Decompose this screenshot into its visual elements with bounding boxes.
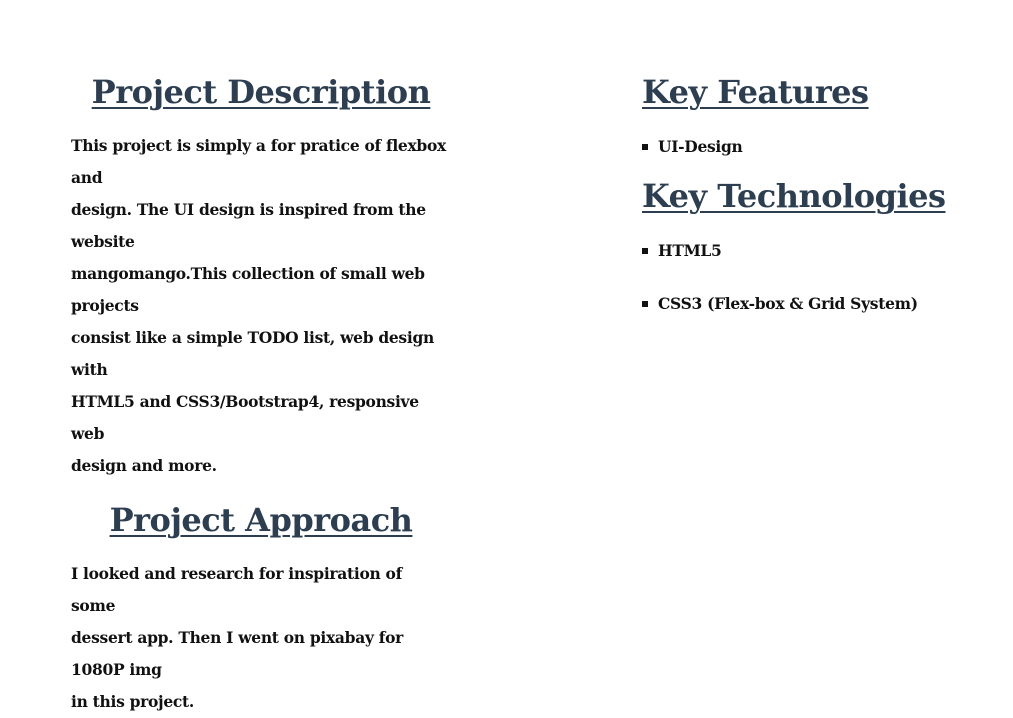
- approach-line: I looked and research for inspiration of some: [71, 564, 402, 615]
- key-technologies-list: [642, 240, 1002, 315]
- square-bullet-icon: [642, 248, 648, 254]
- left-column: [71, 70, 451, 718]
- key-features-heading: Key Features: [642, 73, 869, 111]
- description-line: design. The UI design is inspired from the website: [71, 200, 426, 251]
- project-description-text: [71, 130, 451, 482]
- description-line: HTML5 and CSS3/Bootstrap4, responsive web: [71, 392, 419, 443]
- technology-label: HTML5: [658, 241, 722, 260]
- list-item: [642, 240, 1002, 262]
- list-item: [642, 136, 1002, 158]
- key-technologies-heading: Key Technologies: [642, 177, 946, 215]
- description-line: design and more.: [71, 456, 217, 475]
- approach-line: dessert app. Then I went on pixabay for 1080P img: [71, 628, 404, 679]
- square-bullet-icon: [642, 301, 648, 307]
- approach-line: in this project.: [71, 692, 194, 711]
- right-column: [642, 70, 1002, 315]
- description-line: consist like a simple TODO list, web design with: [71, 328, 434, 379]
- description-line: mangomango.This collection of small web projects: [71, 264, 425, 315]
- feature-label: UI-Design: [658, 137, 743, 156]
- description-line: This project is simply a for pratice of flexbox and: [71, 136, 446, 187]
- technology-label: CSS3 (Flex-box & Grid System): [658, 294, 918, 313]
- project-approach-text: [71, 558, 451, 718]
- project-description-heading: Project Description: [91, 73, 431, 111]
- list-item: [642, 293, 1002, 315]
- square-bullet-icon: [642, 144, 648, 150]
- key-features-list: [642, 136, 1002, 158]
- project-approach-heading: Project Approach: [109, 501, 413, 539]
